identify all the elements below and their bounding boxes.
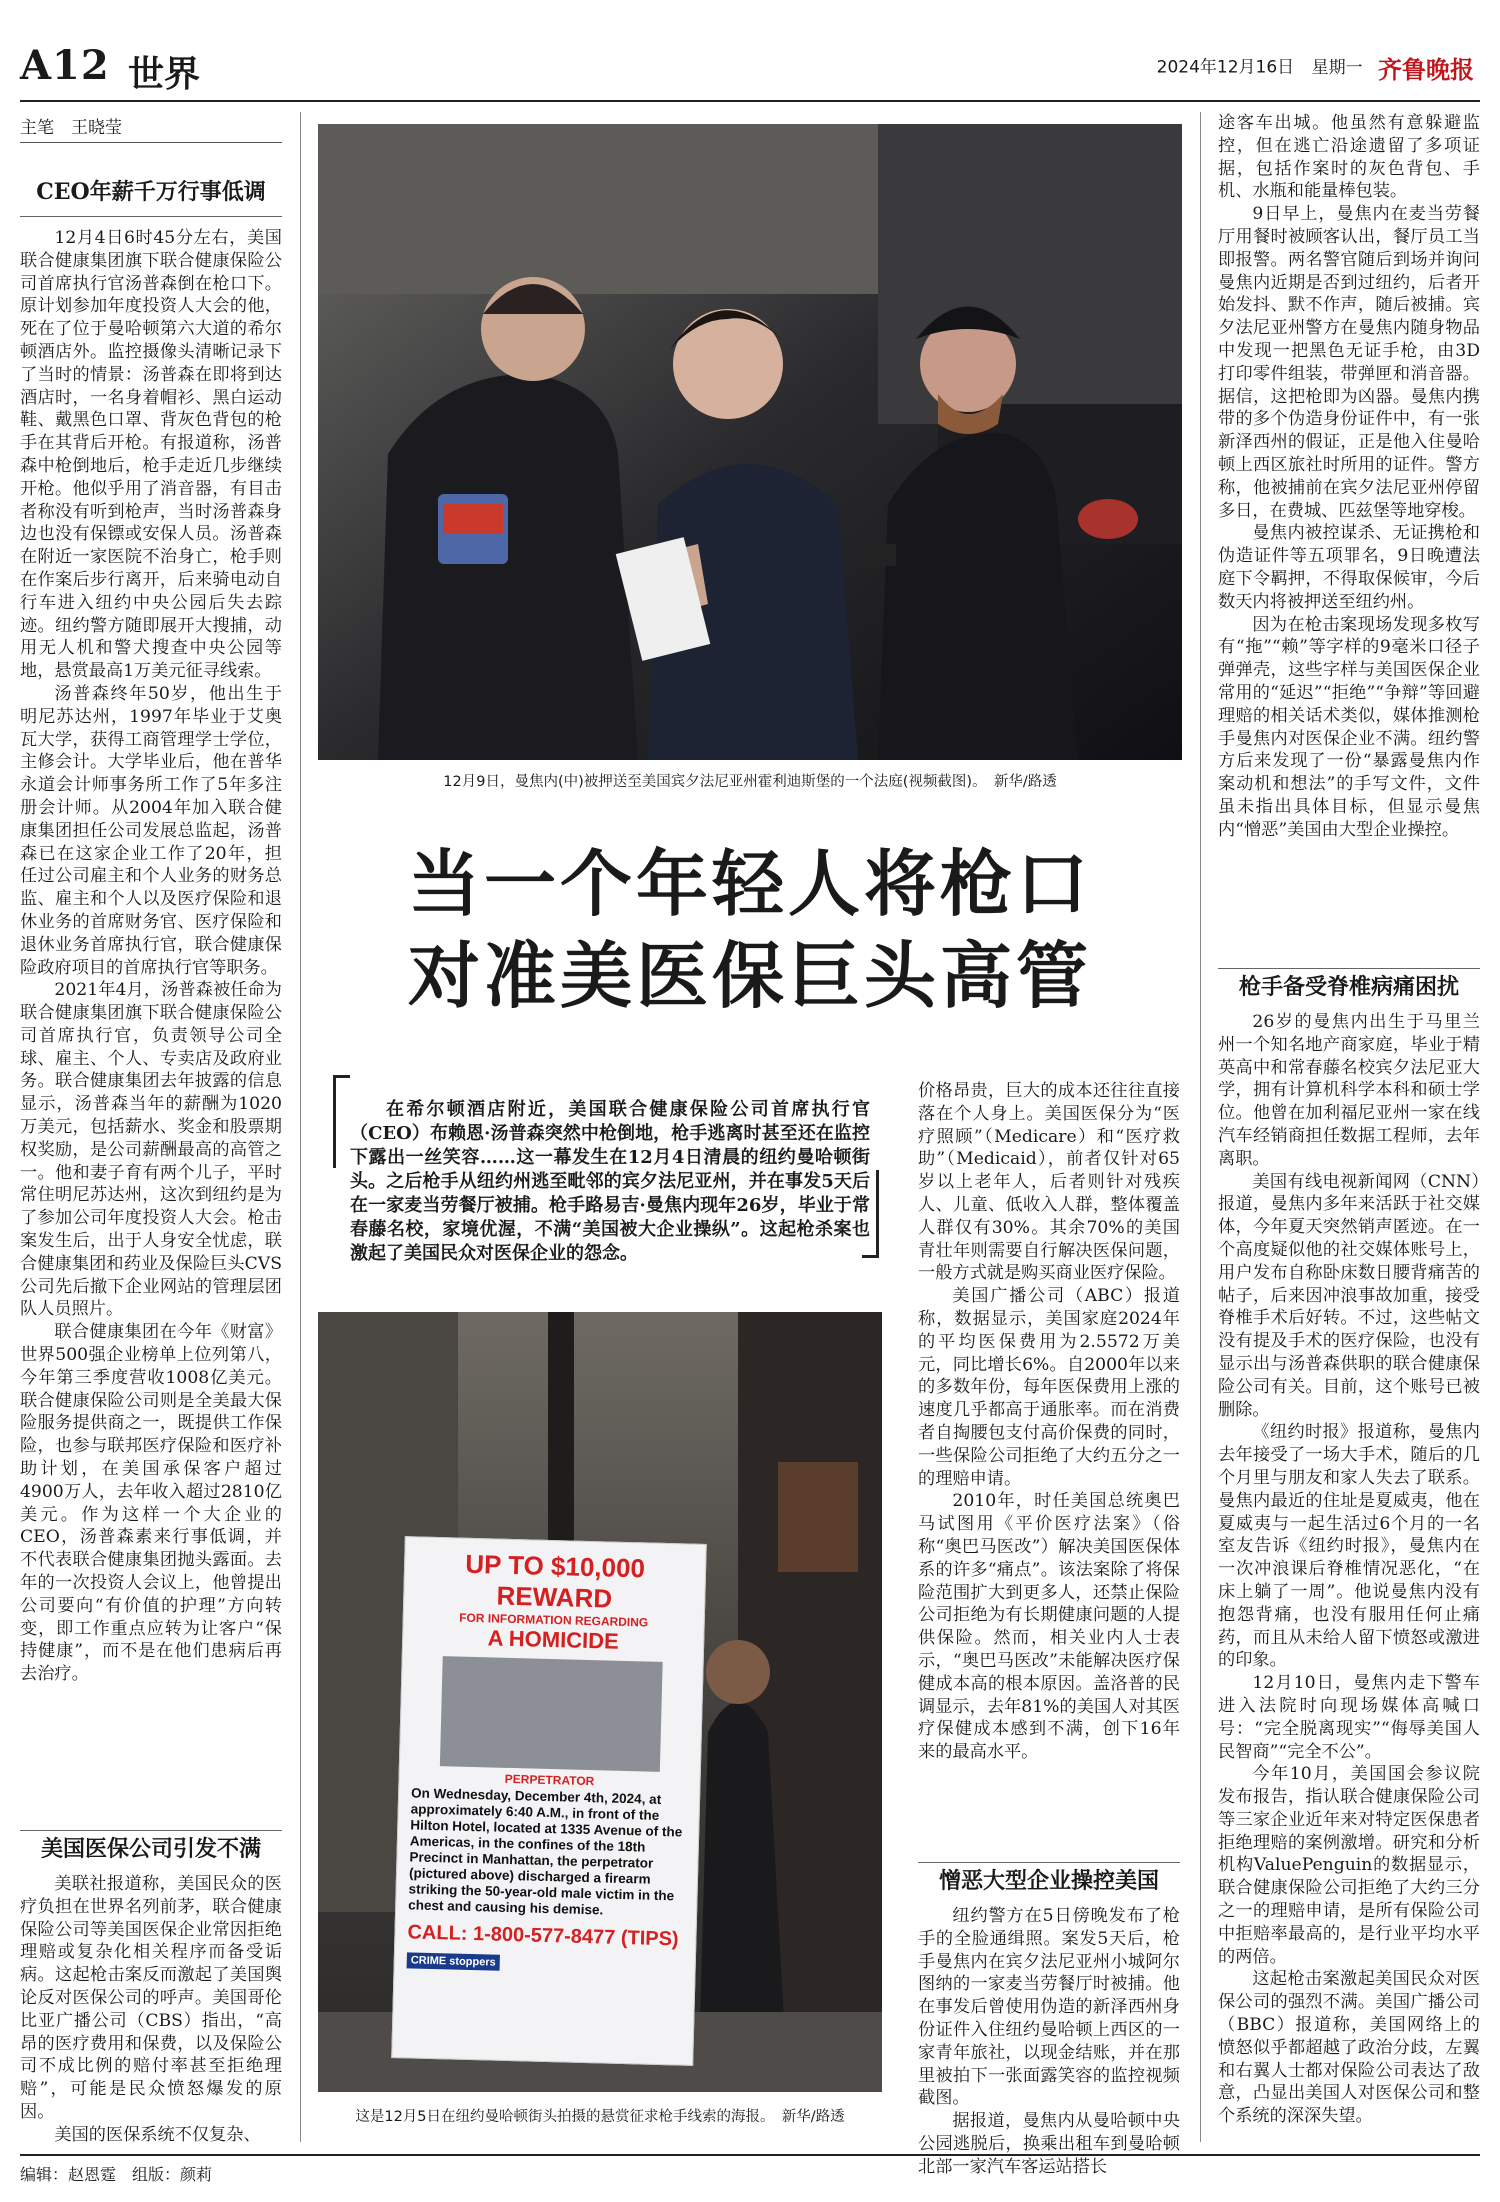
lead-bracket-left (333, 1075, 350, 1168)
paragraph: 美国的医保系统不仅复杂、 (54, 2124, 261, 2145)
section-title: 世界 (128, 53, 201, 95)
poster-call: CALL: 1-800-577-8477 (TIPS) (407, 1921, 679, 1951)
paragraph: 2010年，时任美国总统奥巴马试图用《平价医疗法案》（俗称“奥巴马医改”）解决美国医保体系的许多“痛点”。该法案除了将保险范围扩大到更多人，还禁止保险公司拒绝为有长期健康问题的人提供保险。然而，相关业内人士表示，“奥巴马医改”未能解决医疗保健成本高的根本原因。盖洛普的民调显示，去年81%的美国人对其医疗保健成本感到不满，创下16年来的最高水平。 (918, 1491, 1180, 1763)
paragraph: 价格昂贵，巨大的成本还往往直接落在个人身上。美国医保分为“医疗照顾”（Medicare）和“医疗救助”（Medicaid），前者仅针对65岁以上老年人，后者则针对残疾人、儿童、低收入人群，整体覆盖人群仅有30%。其余70%的美国青壮年则需要自行解决医保问题，一般方式就是购买商业医疗保险。 (918, 1081, 1180, 1284)
paragraph: 这起枪击案激起美国民众对医保公司的强烈不满。美国广播公司（BBC）报道称，美国网络上的愤怒似乎都超越了政治分歧，左翼和右翼人士都对保险公司表达了敌意，凸显出美国人对医保公司和整个系统的深深失望。 (1218, 1969, 1480, 2127)
paragraph: 曼焦内被控谋杀、无证携枪和伪造证件等五项罪名，9日晚遭法庭下令羁押，不得取保候审，今后数天内将被押送至纽约州。 (1218, 523, 1480, 612)
headline-line-2: 对准美医保巨头高管 (407, 933, 1092, 1018)
poster-title: UP TO $10,000 REWARD (464, 1548, 646, 1614)
paragraph: 2021年4月，汤普森被任命为联合健康集团旗下联合健康保险公司首席执行官，负责领导公司全球、雇主、个人、专卖店及政府业务。联合健康集团去年披露的信息显示，汤普森当年的薪酬为1020万美元，包括薪水、奖金和股票期权奖励，是公司薪酬最高的高管之一。他和妻子育有两个儿子，平时常住明尼苏达州，这次到纽约是为了参加公司年度投资人大会。枪击案发生后，出于人身安全忧虑，联合健康集团和药业及保险巨头CVS公司先后撤下企业网站的管理层团队人员照片。 (20, 980, 282, 1320)
paragraph: 美国有线电视新闻网（CNN）报道，曼焦内多年来活跃于社交媒体，今年夏天突然销声匿迹。在一个高度疑似他的社交媒体账号上，用户发布自称卧床数日腰背痛苦的帖子，后来因冲浪事故加重，接受脊椎手术后好转。不过，这些帖文没有提及手术的医疗保险，也没有显示出与汤普森供职的联合健康保险公司有关。目前，这个账号已被删除。 (1218, 1171, 1480, 1420)
photo-caption-arrest: 12月9日，曼焦内(中)被押送至美国宾夕法尼亚州霍利迪斯堡的一个法庭(视频截图)。 新华/路透 (443, 774, 1057, 790)
poster-sub: FOR INFORMATION REGARDING (459, 1610, 649, 1630)
footer-credits: 编辑：赵恩霆 组版：颜莉 (20, 2165, 213, 2184)
paragraph: 26岁的曼焦内出生于马里兰州一个知名地产商家庭，毕业于精英高中和常春藤名校宾夕法尼亚大学，拥有计算机科学本科和硕士学位。他曾在加利福尼亚州一家在线汽车经销商担任数据工程师，去年离职。 (1218, 1012, 1480, 1169)
photo-poster (318, 1312, 882, 2092)
poster-surveillance-image (440, 1656, 663, 1772)
column-3-lower (918, 1862, 1180, 2179)
photo-arrest (318, 124, 1182, 760)
paragraph: 《纽约时报》报道称，曼焦内去年接受了一场大手术，随后的几个月里与朋友和家人失去了联系。曼焦内最近的住址是夏威夷，他在夏威夷与一起生活过6个月的一名室友告诉《纽约时报》，曼焦内在一次冲浪课后脊椎情况恶化，“在床上躺了一周”。他说曼焦内没有抱怨背痛，也没有服用任何止痛药，而且从未给人留下愤怒或激进的印象。 (1218, 1422, 1480, 1671)
newspaper-logo: 齐鲁晚报 (1378, 55, 1474, 84)
column-4 (1218, 112, 1480, 842)
issue-weekday: 星期一 (1311, 57, 1363, 78)
poster-homicide: A HOMICIDE (487, 1625, 620, 1654)
paragraph: 纽约警方在5日傍晚发布了枪手的全脸通缉照。案发5天后，枪手曼焦内在宾夕法尼亚州小城阿尔图纳的一家麦当劳餐厅时被捕。他在事发后曾使用伪造的新泽西州身份证件入住纽约曼哈顿上西区的一家青年旅社，以现金结账，并在那里被拍下一张面露笑容的监控视频截图。 (918, 1906, 1180, 2109)
footer-rule (20, 2154, 1480, 2156)
paragraph: 汤普森终年50岁，他出生于明尼苏达州，1997年毕业于艾奥瓦大学，获得工商管理学士学位，主修会计。大学毕业后，他在普华永道会计师事务所工作了5年多注册会计师。从2004年加入联合健康集团担任公司发展总监起，汤普森已在这家企业工作了20年，担任过公司雇主和个人业务的财务总监、雇主和个人以及医疗保险和退休业务的首席财务官、医疗保险和退休业务首席执行官，联合健康保险政府项目的首席执行官等职务。 (20, 683, 282, 978)
subhead-rule (20, 1830, 282, 1831)
crime-stoppers-logo: CRIME stoppers (407, 1952, 500, 1970)
column-divider (300, 112, 301, 2142)
photo-caption-poster: 这是12月5日在纽约曼哈顿街头拍摄的悬赏征求枪手线索的海报。 新华/路透 (355, 2109, 845, 2125)
masthead-right (1157, 50, 1474, 85)
lead-paragraph (350, 1098, 870, 1266)
paragraph: 12月10日，曼焦内走下警车进入法院时向现场媒体高喊口号：“完全脱离现实”“侮辱美国人民智商”“完全不公”。 (1218, 1673, 1480, 1762)
paragraph: 因为在枪击案现场发现多枚写有“拖”“赖”等字样的9毫米口径子弹弹壳，这些字样与美国医保企业常用的“延迟”“拒绝”“争辩”等回避理赔的相关话术类似，媒体推测枪手曼焦内对医保企业不满。纽约警方后来发现了一份“暴露曼焦内作案动机和想法”的手写文件，文件虽未指出具体目标，但显示曼焦内“憎恶”美国由大型企业操控。 (1218, 614, 1480, 840)
arrest-photo-image (318, 124, 1182, 760)
subhead-rule (1218, 968, 1480, 969)
paragraph: 联合健康集团在今年《财富》世界500强企业榜单上位列第八，今年第三季度营收1008亿美元。联合健康保险公司则是全美最大保险服务提供商之一，既提供工作保险，也参与联邦医疗保险和医疗补助计划，在美国承保客户超过4900万人，去年收入超过2810亿美元。作为这样一个大企业的CEO，汤普森素来行事低调，并不代表联合健康集团抛头露面。去年的一次投资人会议上，他曾提出公司要向“有价值的护理”方向转变，即工作重点应转为让客户“保持健康”，而不是在他们患病后再去治疗。 (20, 1322, 282, 1685)
page-number: A12 (20, 42, 110, 89)
issue-date: 2024年12月16日 (1156, 57, 1295, 78)
headline (340, 838, 1160, 1022)
headline-line-1: 当一个年轻人将枪口 (407, 841, 1092, 926)
subhead-corporations: 憎恶大型企业操控美国 (938, 1868, 1159, 1894)
poster-text: On Wednesday, December 4th, 2024, at approximately 6:40 A.M., in front of the Hilton Hotel, located at 1335 Avenue of the Americas, in the confines of the 18th Precinct in Manhattan, the perpetrator (pictured above) discharged a firearm striking the 50-year-old male victim in the chest and causing his demise. (408, 1785, 683, 1918)
paragraph: 途客车出城。他虽然有意躲避监控，但在逃亡沿途遗留了多项证据，包括作案时的灰色背包、手机、水瓶和能量棒包装。 (1218, 113, 1480, 202)
column-divider (1200, 112, 1201, 2142)
column-1-lower (20, 1830, 282, 2147)
paragraph: 美联社报道称，美国民众的医疗负担在世界名列前茅，联合健康保险公司等美国医保企业常因拒绝理赔或复杂化相关程序而备受诟病。这起枪击案反而激起了美国舆论反对医保公司的呼声。美国哥伦比亚广播公司（CBS）指出，“高昂的医疗费用和保费，以及保险公司不成比例的赔付率甚至拒绝理赔”，可能是民众愤怒爆发的原因。 (20, 1874, 282, 2122)
subhead-insurers: 美国医保公司引发不满 (40, 1836, 261, 1862)
subhead-rule (918, 1862, 1180, 1863)
poster-perpetrator: PERPETRATOR (504, 1771, 595, 1789)
subhead-spine: 枪手备受脊椎病痛困扰 (1238, 974, 1459, 1000)
paragraph: 9日早上，曼焦内在麦当劳餐厅用餐时被顾客认出，餐厅员工当即报警。两名警官随后到场并询问曼焦内近期是否到过纽约，后者开始发抖、默不作声，随后被捕。宾夕法尼亚州警方在曼焦内随身物品中发现一把黑色无证手枪，由3D打印零件组装，带弹匣和消音器。据信，这把枪即为凶器。曼焦内携带的多个伪造身份证件中，有一张新泽西州的假证，正是他入住曼哈顿上西区旅社时所用的证件。警方称，他被捕前在宾夕法尼亚州停留多日，在费城、匹兹堡等地穿梭。 (1218, 204, 1480, 521)
editor-rule (20, 142, 282, 143)
paragraph: 据报道，曼焦内从曼哈顿中央公园逃脱后，换乘出租车到曼哈顿北部一家汽车客运站搭长 (918, 2111, 1180, 2177)
chief-editor: 主笔 王晓莹 (20, 118, 122, 138)
subhead-ceo: CEO年薪千万行事低调 (36, 179, 266, 205)
lead-text: 在希尔顿酒店附近，美国联合健康保险公司首席执行官（CEO）布赖恩·汤普森突然中枪倒地，枪手逃离时甚至还在监控下露出一丝笑容……这一幕发生在12月4日清晨的纽约曼哈顿街头。之后枪手从纽约州逃至毗邻的宾夕法尼亚州，并在事发5天后在一家麦当劳餐厅被捕。枪手路易吉·曼焦内现年26岁，毕业于常春藤名校，家境优渥，不满“美国被大企业操纵”。这起枪杀案也激起了美国民众对医保企业的怨念。 (350, 1099, 870, 1264)
column-3 (918, 1080, 1180, 1764)
paragraph: 美国广播公司（ABC）报道称，数据显示，美国家庭2024年的平均医保费用为2.5572万美元，同比增长6%。自2000年以来的多数年份，每年医保费用上涨的速度几乎都高于通胀率。而在消费者自掏腰包支付高价保费的同时，一些保险公司拒绝了大约五分之一的理赔申请。 (918, 1286, 1180, 1489)
subhead-rule (20, 216, 282, 217)
reward-poster (391, 1536, 707, 2066)
column-4-lower (1218, 968, 1480, 2128)
paragraph: 12月4日6时45分左右，美国联合健康集团旗下联合健康保险公司首席执行官汤普森倒在枪口下。原计划参加年度投资人大会的他，死在了位于曼哈顿第六大道的希尔顿酒店外。监控摄像头清晰记录下了当时的情景：汤普森在即将到达酒店时，一名身着帽衫、黑白运动鞋、戴黑色口罩、背灰色背包的枪手在其背后开枪。有报道称，汤普森中枪倒地后，枪手走近几步继续开枪。他似乎用了消音器，有目击者称没有听到枪声，当时汤普森身边也没有保镖或安保人员。汤普森在附近一家医院不治身亡，枪手则在作案后步行离开，后来骑电动自行车进入纽约中央公园后失去踪迹。纽约警方随即展开大搜捕，动用无人机和警犬搜查中央公园等地，悬赏最高1万美元征寻线索。 (20, 228, 282, 682)
paragraph: 今年10月，美国国会参议院发布报告，指认联合健康保险公司等三家企业近年来对特定医保患者拒绝理赔的案例激增。研究和分析机构ValuePenguin的数据显示，联合健康保险公司拒绝了大约三分之一的理赔申请，是所有保险公司中拒赔率最高的，是行业平均水平的两倍。 (1218, 1764, 1480, 1967)
column-1 (20, 179, 282, 1686)
header-rule (20, 100, 1480, 102)
